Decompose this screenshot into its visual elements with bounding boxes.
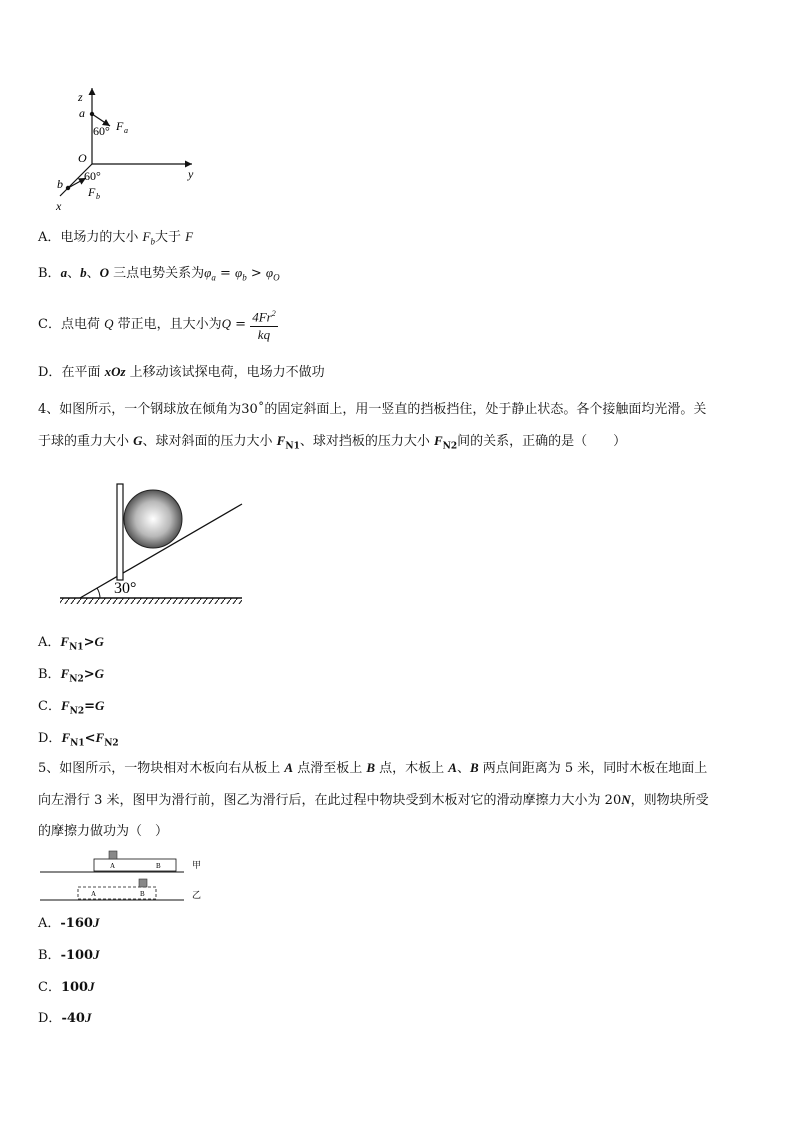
q4-option-a[interactable]: A．$F_{N1}>G$ xyxy=(38,634,104,653)
label-O: O xyxy=(78,151,87,165)
q5-option-c[interactable]: C．100J xyxy=(38,979,95,995)
label-yi: 乙 xyxy=(192,890,202,900)
angle-arc xyxy=(97,588,100,598)
q5-option-b[interactable]: B．-100J xyxy=(38,947,100,963)
q4-option-d[interactable]: D．$F_{N1}<F_{N2}$ xyxy=(38,730,119,749)
label-angle-top: 60° xyxy=(93,124,110,138)
q3-option-b[interactable]: B．a、b、O 三点电势关系为$\varphi_a = \varphi_b > \varphi_O$ xyxy=(38,265,280,283)
label-angle-bottom: 60° xyxy=(84,169,101,183)
steel-ball xyxy=(124,490,182,548)
q5-option-d[interactable]: D．-40J xyxy=(38,1010,92,1026)
board-after-a: A xyxy=(91,890,97,898)
ground-hatch xyxy=(60,598,242,604)
q4-option-b[interactable]: B．$F_{N2}>G$ xyxy=(38,666,105,685)
label-Fa: F xyxy=(116,119,124,133)
q3-option-a[interactable]: A．电场力的大小 $F_b$大于 F xyxy=(38,229,194,247)
label-z: z xyxy=(78,90,83,104)
label-Fa-sub: a xyxy=(124,126,128,135)
q3-option-d[interactable]: D．在平面 xOz 上移动该试探电荷，电场力不做功 xyxy=(38,364,325,380)
coordinate-axes-figure xyxy=(48,84,208,214)
q5-stem: 5、如图所示，一物块相对木板向右从板上 A 点滑至板上 B 点，木板上 A、B 两点间距离为 5 米，同时木板在地面上 向左滑行 3 米，图甲为滑行前，图乙为滑行后，在此过程中物块受到木板对它的滑动摩擦力大小为 20N，则物块所受 的摩擦力做功为（ ） xyxy=(38,760,709,839)
board-before-a: A xyxy=(110,862,116,870)
label-a: a xyxy=(79,106,85,120)
label-b: b xyxy=(57,177,63,191)
q4-option-c[interactable]: C．$F_{N2}=G$ xyxy=(38,698,105,717)
board-block-figure xyxy=(38,848,214,904)
label-Fb-sub: b xyxy=(96,192,100,201)
board-after-b: B xyxy=(140,890,145,898)
label-y: y xyxy=(188,167,194,181)
label-jia: 甲 xyxy=(192,860,202,870)
label-Fb: F xyxy=(88,185,96,199)
block-before xyxy=(109,851,117,859)
q3-option-c[interactable]: C．点电荷 Q 带正电，且大小为Q = $\frac{4Fr^2}{kq}$ xyxy=(38,306,278,343)
board-before-b: B xyxy=(156,862,161,870)
angle-label: 30° xyxy=(114,580,137,597)
board-before xyxy=(94,859,176,871)
vertical-baffle xyxy=(117,484,123,580)
charge-fraction: $\frac{4Fr^2}{kq}$ xyxy=(250,306,278,342)
q4-stem: 4、如图所示，一个钢球放在倾角为30˚的固定斜面上，用一竖直的挡板挡住，处于静止状态。各个接触面均光滑。关 于球的重力大小 G、球对斜面的压力大小 $F_{N1}$、球对挡板的压力大小 $F_{N2}$间的关系，正确的是（ ） xyxy=(38,402,707,452)
q5-option-a[interactable]: A．-160J xyxy=(38,915,100,931)
block-after xyxy=(139,879,147,887)
ball-incline-figure xyxy=(56,480,246,610)
label-x: x xyxy=(56,199,62,213)
